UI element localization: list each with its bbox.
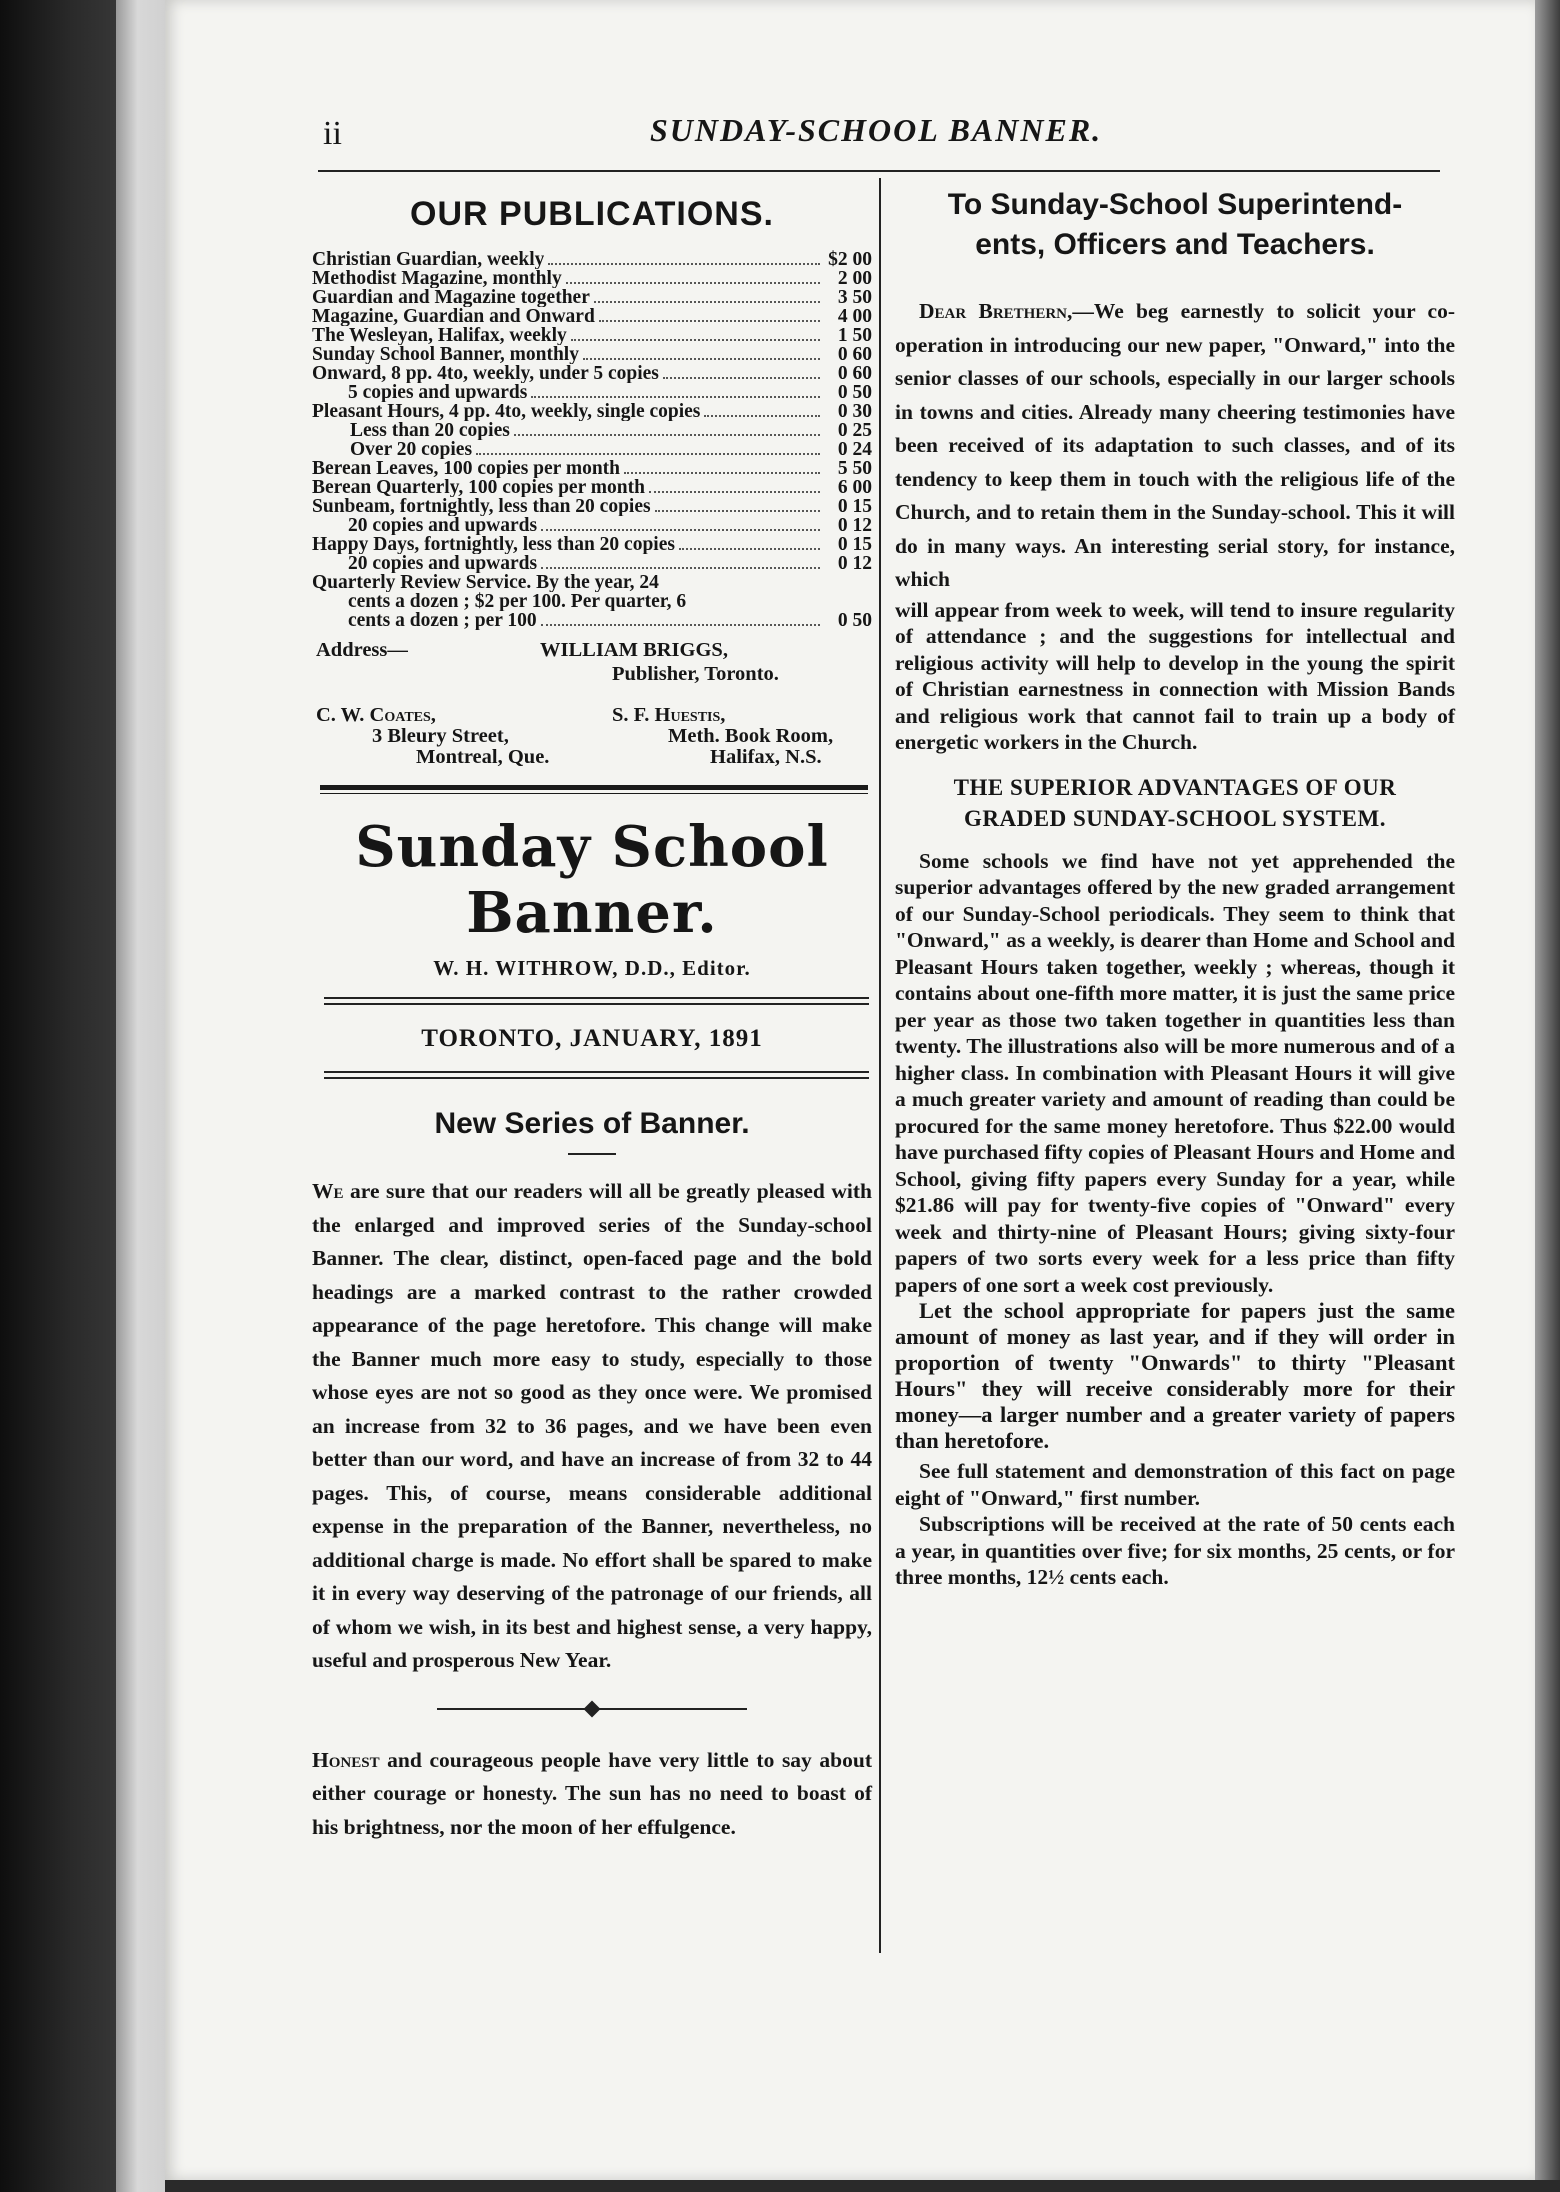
publication-item <box>312 421 872 440</box>
coates-street: 3 Bleury Street, <box>372 725 509 747</box>
dot-leader <box>594 301 820 303</box>
publication-item <box>312 345 872 364</box>
publication-item <box>312 554 872 573</box>
publications-list <box>312 250 872 630</box>
dot-leader <box>541 529 820 531</box>
publication-price: 0 60 <box>837 364 872 383</box>
running-head: SUNDAY-SCHOOL BANNER. <box>650 112 1103 148</box>
publication-item <box>312 440 872 459</box>
dot-leader <box>655 510 820 512</box>
publication-price: 0 12 <box>837 554 872 573</box>
dot-leader <box>541 567 820 569</box>
graded-system-para-1: Some schools we find have not yet apprehended the superior advantages offered by the new graded arrangement of our Sunday-School periodicals. They seem to think that "Onward," as a weekly, is dearer than Home and School and Pleasant Hours taken together, weekly ; whereas, though it contains about one-fifth more matter, it is just the same price per year as those two taken together in quantities less than twenty. The illustrations also will be more numerous and of a higher class. In combination with Pleasant Hours it will give a much greater variety and amount of reading than could be procured for the same money heretofore. Thus $22.00 would have purchased fifty copies of Pleasant Hours and Home and School, giving fifty papers every Sunday for a year, while $21.86 will pay for twenty-five copies of "Onward" every week and thirty-nine of Pleasant Hours; giving sixty-four papers of two sorts every week for a less price than fifty papers of one sort a week cost previously. <box>895 848 1455 1297</box>
publication-price: 0 25 <box>837 421 872 440</box>
dot-leader <box>541 624 820 626</box>
address-label: Address— <box>316 639 408 661</box>
article-text: and courageous people have very little to say about either courage or honesty. The sun has no need to boast of his brightness, nor the moon of her effulgence. <box>312 1747 872 1839</box>
ornament-divider <box>437 1708 747 1710</box>
publication-item <box>312 592 872 611</box>
publication-label: Over 20 copies <box>350 440 473 459</box>
graded-system-para-2: Let the school appropriate for papers just the same amount of money as last year, and if they will order in proportion of twenty "Onwards" to thirty "Pleasant Hours" they will receive considerably more for their money—a larger number and a greater variety of papers than heretofore. <box>895 1298 1455 1453</box>
publication-label: Guardian and Magazine together <box>312 288 590 307</box>
publication-item <box>312 383 872 402</box>
dot-leader <box>531 396 820 398</box>
publication-label: Berean Quarterly, 100 copies per month <box>312 478 645 497</box>
publication-label: Happy Days, fortnightly, less than 20 copies <box>312 535 675 554</box>
publication-item <box>312 573 872 592</box>
publication-label: Magazine, Guardian and Onward <box>312 307 595 326</box>
publication-item <box>312 250 872 269</box>
address-block <box>312 639 872 768</box>
publication-label: cents a dozen ; $2 per 100. Per quarter, 6 <box>348 592 687 611</box>
lead-word: We <box>312 1179 344 1203</box>
publication-price: 0 12 <box>837 516 872 535</box>
left-column <box>312 185 872 1844</box>
huestis-address <box>612 705 833 768</box>
publication-label: Onward, 8 pp. 4to, weekly, under 5 copies <box>312 364 659 383</box>
column-rule <box>879 178 881 1953</box>
masthead-title: Sunday School Banner. <box>355 814 829 946</box>
publication-price: 0 15 <box>837 535 872 554</box>
dot-leader <box>649 491 820 493</box>
publication-price: 0 24 <box>837 440 872 459</box>
article-text: —We beg earnestly to solicit your co-operation in introducing our new paper, "Onward," into the senior classes of our schools, especially in our larger schools in towns and cities. Already many cheering testimonies have been received of its adaptation to such classes, and of its tendency to keep them in touch with the religious life of the Church, and to retain them in the Sunday-school. This it will do in many ways. An interesting serial story, for instance, which <box>895 299 1456 591</box>
article-title-superintendents <box>895 185 1455 265</box>
publication-price: 2 00 <box>837 269 872 288</box>
diamond-ornament-icon <box>584 1700 601 1717</box>
coates-city: Montreal, Que. <box>416 746 550 768</box>
graded-system-para-4: Subscriptions will be received at the rate of 50 cents each a year, in quantities over five; for six months, 25 cents, or for three months, 12½ cents each. <box>895 1512 1455 1589</box>
masthead-rule-thin <box>320 793 868 794</box>
publication-item <box>312 478 872 497</box>
title-line-1: To Sunday-School Superintend- <box>947 188 1403 221</box>
publications-title: OUR PUBLICATIONS. <box>410 195 774 233</box>
publication-label: 20 copies and upwards <box>348 554 538 573</box>
publication-item <box>312 402 872 421</box>
publication-label: The Wesleyan, Halifax, weekly <box>312 326 567 345</box>
publication-item <box>312 288 872 307</box>
heading-line-2: GRADED SUNDAY-SCHOOL SYSTEM. <box>964 805 1386 831</box>
publication-price: 0 60 <box>837 345 872 364</box>
publication-label: Christian Guardian, weekly <box>312 250 545 269</box>
lead-word: Honest <box>312 1747 380 1772</box>
publication-label: 20 copies and upwards <box>348 516 538 535</box>
publication-label: Less than 20 copies <box>350 421 510 440</box>
dateline-rule-top <box>324 997 869 1005</box>
publication-price: 6 00 <box>837 478 872 497</box>
salutation: Dear Brethern, <box>919 299 1073 323</box>
header-rule <box>318 170 1440 172</box>
huestis-city: Halifax, N.S. <box>710 746 822 768</box>
page-edge-bottom <box>165 2180 1560 2192</box>
dateline-rule-bottom <box>324 1071 869 1079</box>
editor-line: W. H. WITHROW, D.D., Editor. <box>433 956 751 980</box>
dot-leader <box>704 415 820 417</box>
publication-item <box>312 516 872 535</box>
publication-item <box>312 535 872 554</box>
publication-price: $2 00 <box>828 250 872 269</box>
article-text: are sure that our readers will all be greatly pleased with the enlarged and improved series of the Sunday-school Banner. The clear, distinct, open-faced page and the bold headings are a marked contrast to the rather crowded appearance of the page heretofore. This change will make the Banner much more easy to study, especially to those whose eyes are not so good as they once were. We promised an increase from 32 to 36 pages, and we have been even better than our word, and have an increase of from 32 to 44 pages. This, of course, means considerable additional expense in the preparation of the Banner, nevertheless, no additional charge is made. No effort shall be spared to make it in every way deserving of the patronage of our friends, all of whom we wish, in its best and highest sense, a very happy, useful and prosperous New Year. <box>312 1179 872 1672</box>
graded-system-para-3: See full statement and demonstration of this fact on page eight of "Onward," first number. <box>895 1459 1455 1510</box>
dot-leader <box>679 548 820 550</box>
article-title-new-series: New Series of Banner. <box>434 1107 750 1140</box>
publisher-name: WILLIAM BRIGGS, <box>540 639 728 661</box>
page-edge-right <box>1535 0 1560 2192</box>
article-body-honest <box>312 1744 872 1845</box>
heading-line-1: THE SUPERIOR ADVANTAGES OF OUR <box>953 774 1397 800</box>
publication-item <box>312 307 872 326</box>
publication-price: 5 50 <box>837 459 872 478</box>
dot-leader <box>476 453 820 455</box>
publication-label: Pleasant Hours, 4 pp. 4to, weekly, single copies <box>312 402 701 421</box>
scan-edge <box>0 0 130 2192</box>
publication-item <box>312 497 872 516</box>
publication-label: Quarterly Review Service. By the year, 24 <box>312 573 659 592</box>
graded-system-heading <box>895 772 1455 834</box>
publication-price: 0 50 <box>837 383 872 402</box>
dot-leader <box>583 358 820 360</box>
publication-label: cents a dozen ; per 100 <box>348 611 537 630</box>
publication-price: 0 15 <box>837 497 872 516</box>
huestis-street: Meth. Book Room, <box>668 725 834 747</box>
dot-leader <box>571 339 820 341</box>
book-spine <box>116 0 170 2192</box>
masthead-rule-thick <box>320 785 868 790</box>
publication-item <box>312 269 872 288</box>
dot-leader <box>599 320 820 322</box>
dateline: TORONTO, JANUARY, 1891 <box>421 1025 763 1052</box>
publication-label: Berean Leaves, 100 copies per month <box>312 459 621 478</box>
page-number: ii <box>323 115 342 152</box>
publication-item <box>312 364 872 383</box>
coates-name: C. W. Coates, <box>316 704 436 726</box>
publication-label: 5 copies and upwards <box>348 383 528 402</box>
coates-address <box>316 705 549 768</box>
publication-price: 3 50 <box>837 288 872 307</box>
title-rule <box>568 1153 616 1155</box>
dot-leader <box>663 377 820 379</box>
publication-item <box>312 459 872 478</box>
publication-price: 4 00 <box>837 307 872 326</box>
right-column <box>895 185 1455 1591</box>
publication-price: 0 50 <box>837 611 872 630</box>
dot-leader <box>566 282 820 284</box>
publication-label: Methodist Magazine, monthly <box>312 269 562 288</box>
publication-item <box>312 611 872 630</box>
dot-leader <box>548 263 820 265</box>
article-body-superintendents <box>895 295 1455 597</box>
publication-price: 1 50 <box>837 326 872 345</box>
publication-item <box>312 326 872 345</box>
dot-leader <box>514 434 820 436</box>
publication-price: 0 30 <box>837 402 872 421</box>
publisher-title: Publisher, Toronto. <box>612 663 779 685</box>
huestis-name: S. F. Huestis, <box>612 704 726 726</box>
article-body-superintendents-cont: will appear from week to week, will tend to insure regularity of attendance ; and the suggestions for intellectual and religious activity will help to develop in the young the spirit of Christian earnestness in connection with Mission Bands and religious work that cannot fail to train up a body of energetic workers in the Church. <box>895 597 1455 754</box>
publication-label: Sunbeam, fortnightly, less than 20 copies <box>312 497 651 516</box>
article-body-new-series <box>312 1175 872 1678</box>
dot-leader <box>624 472 820 474</box>
publication-label: Sunday School Banner, monthly <box>312 345 579 364</box>
title-line-2: ents, Officers and Teachers. <box>975 228 1375 261</box>
